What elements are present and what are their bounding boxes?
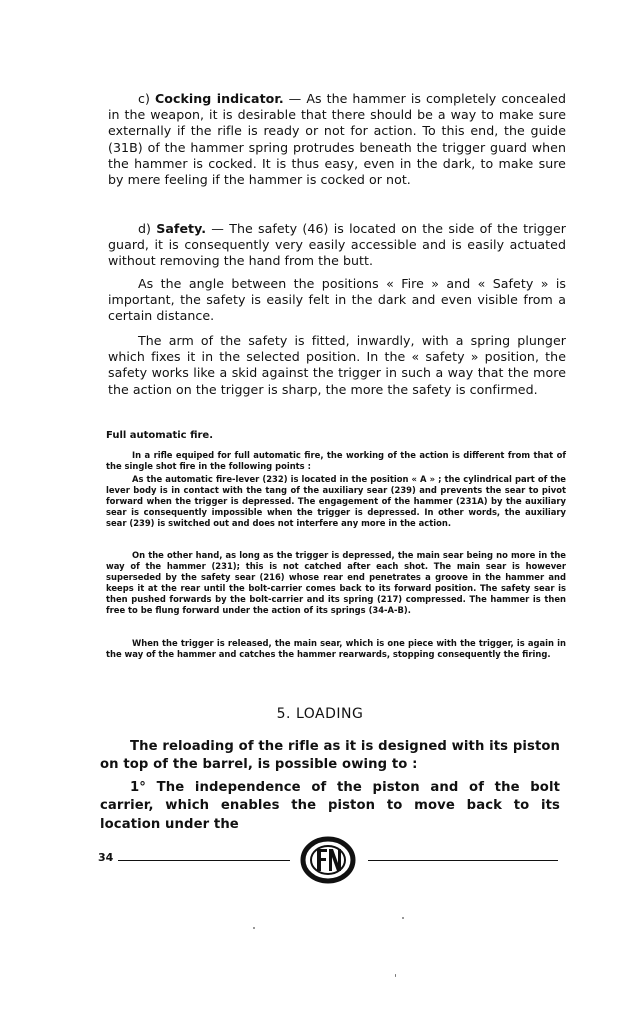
cocking-label: c) bbox=[138, 91, 155, 106]
footer-rule-right bbox=[368, 860, 558, 861]
loading-intro: The reloading of the rifle as it is designed with its piston on top of the barrel, is possible owing to : bbox=[100, 739, 560, 773]
cocking-indicator-paragraph bbox=[108, 91, 566, 188]
scan-speck bbox=[395, 974, 396, 977]
full-auto-trigger-depressed: On the other hand, as long as the trigger is depressed, the main sear being no more in the way of the hammer (231); this is not catched after each shot. The main sear is however superseded by the safety sear (216) whose rear end penetrates a groove in the hammer and keeps it at the rear until the bolt-carrier comes back to its forward position. The safety sear is then pushed forwards by the bolt-carrier and its spring (217) compressed. The hammer is then free to be flung forward under the action of its springs (34-A-B). bbox=[106, 550, 566, 616]
scan-speck bbox=[253, 927, 255, 929]
cocking-text: — As the hammer is completely concealed in the weapon, it is desirable that there should be a way to make sure externally if the rifle is ready or not for action. To this end, the guide (31B) of the hammer spring protrudes beneath the trigger guard when the hammer is cocked. It is thus easy, even in the dark, to make sure by mere feeling if the hammer is cocked or not. bbox=[108, 91, 567, 188]
full-auto-intro: In a rifle equiped for full automatic fire, the working of the action is different from that of the single shot fire in the following points : bbox=[106, 450, 566, 472]
safety-title: Safety. bbox=[156, 221, 207, 236]
safety-paragraph bbox=[108, 221, 566, 270]
scan-speck bbox=[402, 917, 404, 919]
footer-rule-left bbox=[118, 860, 290, 861]
fn-logo bbox=[299, 836, 357, 884]
safety-label: d) bbox=[138, 221, 157, 236]
safety-arm-paragraph: The arm of the safety is fitted, inwardly, with a spring plunger which fixes it in the selected position. In the « safety » position, the safety works like a skid against the trigger in such a way that the more the action on the trigger is sharp, the more the safety is confirmed. bbox=[108, 333, 566, 397]
safety-text: — The safety (46) is located on the side of the trigger guard, it is consequently very easily accessible and is easily actuated without removing the hand from the butt. bbox=[108, 221, 567, 269]
safety-angle-paragraph: As the angle between the positions « Fire » and « Safety » is important, the safety is easily felt in the dark and even visible from a certain distance. bbox=[108, 276, 566, 324]
loading-item-1: 1° The independence of the piston and of the bolt carrier, which enables the piston to move back to its location under the bbox=[100, 780, 560, 832]
full-auto-fire-lever: As the automatic fire-lever (232) is located in the position « A » ; the cylindrical part of the lever body is in contact with the tang of the auxiliary sear (239) and prevents the sear to pivot forward when the trigger is depressed. The engagement of the hammer (231A) by the auxiliary sear is consequently impossible when the trigger is depressed. In other words, the auxiliary sear (239) is switched out and does not interfere any more in the action. bbox=[106, 474, 566, 529]
full-auto-heading: Full automatic fire. bbox=[106, 430, 214, 441]
cocking-title: Cocking indicator. bbox=[154, 91, 284, 106]
page-number: 34 bbox=[98, 851, 114, 864]
section-title: 5. LOADING bbox=[276, 706, 364, 722]
full-auto-trigger-released: When the trigger is released, the main sear, which is one piece with the trigger, is again in the way of the hammer and catches the hammer rearwards, stopping consequently the firing. bbox=[106, 638, 566, 660]
